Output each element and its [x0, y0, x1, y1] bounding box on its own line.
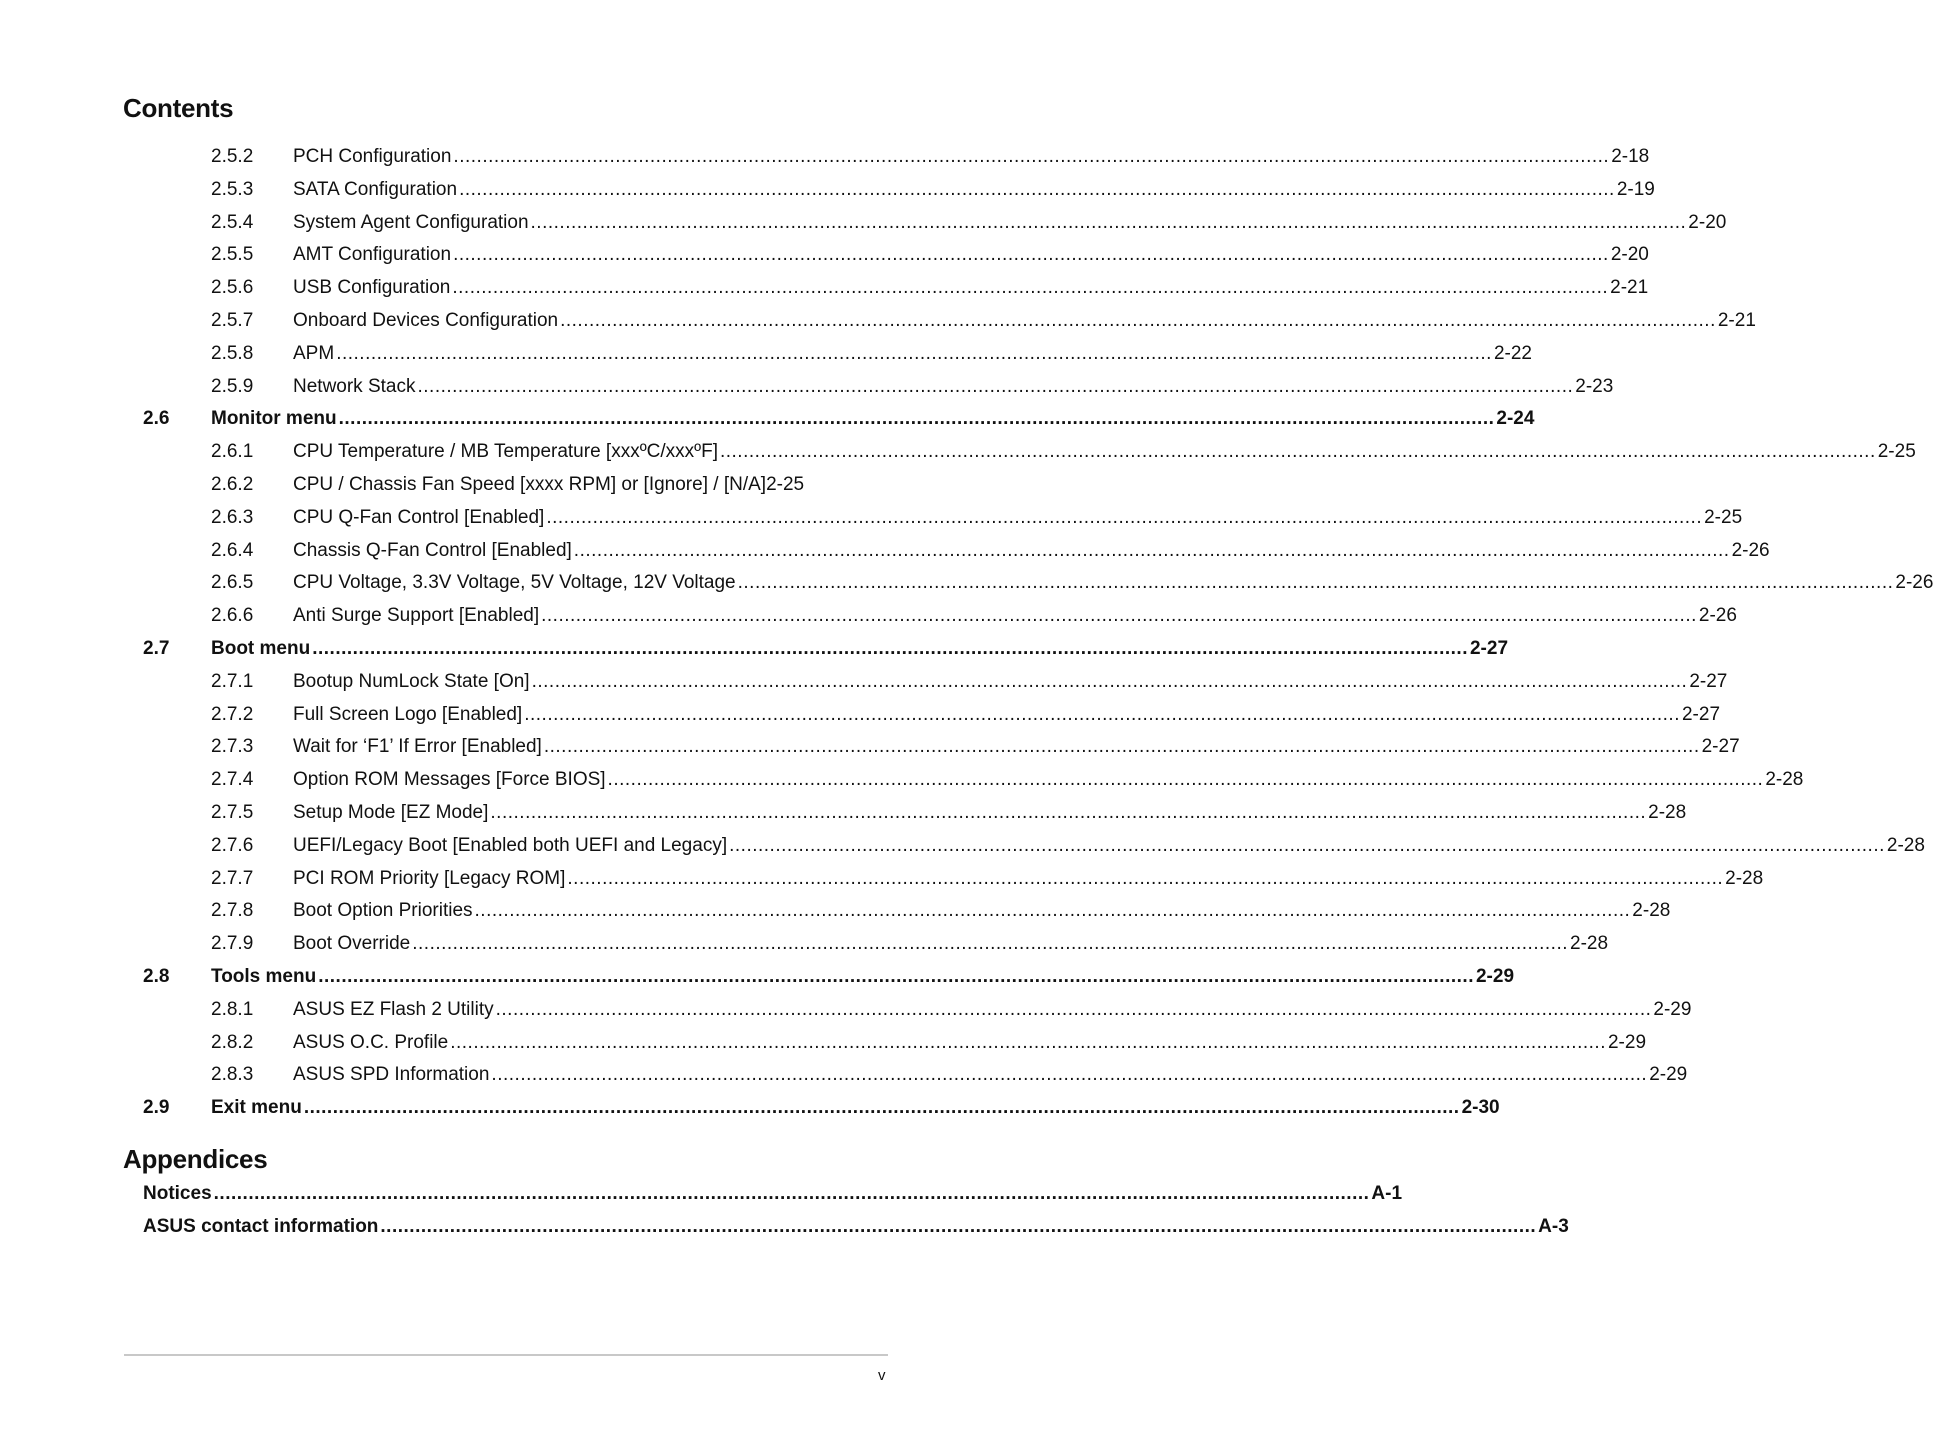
- entry-number: 2.7.4: [211, 769, 254, 790]
- entry-page-number: 2-18: [1611, 146, 1650, 167]
- entry-body: [293, 730, 1740, 763]
- entry-title: CPU Voltage, 3.3V Voltage, 5V Voltage, 12V Voltage: [293, 572, 736, 593]
- entry-body: [293, 238, 1649, 271]
- entry-page-number: 2-29: [1475, 966, 1515, 987]
- toc-entry-row[interactable]: [0, 435, 1916, 468]
- entry-page-number: 2-26: [1731, 540, 1770, 561]
- entry-number: 2.8.1: [211, 999, 254, 1020]
- entry-page-number: 2-20: [1688, 212, 1727, 233]
- toc-entry-row[interactable]: [0, 829, 1925, 862]
- entry-body: [293, 271, 1649, 304]
- entry-number: 2.5.2: [211, 146, 254, 167]
- entry-title: USB Configuration: [293, 277, 451, 298]
- entry-body: [211, 402, 1535, 435]
- entry-page-number: 2-29: [1649, 1064, 1688, 1085]
- entry-page-number: A-3: [1538, 1216, 1569, 1237]
- dot-leader: ........................................................................................................................................................................................................: [567, 868, 1724, 889]
- entry-page-number: 2-28: [1648, 802, 1687, 823]
- entry-body: [293, 1026, 1647, 1059]
- entry-page-number: 2-29: [1653, 999, 1692, 1020]
- dot-leader: ........................................................................................................................................................................................................: [474, 900, 1631, 921]
- entry-body: [293, 566, 1933, 599]
- page-number: v: [878, 1367, 886, 1384]
- dot-leader: ........................................................................................................................................................................................................: [531, 671, 1688, 692]
- entry-number: 2.5.5: [211, 244, 254, 265]
- toc-entry-row[interactable]: [0, 271, 1649, 304]
- dot-leader: ........................................................................................................................................................................................................: [336, 343, 1492, 364]
- appendix-row[interactable]: [0, 1210, 1569, 1243]
- footer-divider: [124, 1354, 888, 1356]
- entry-title: CPU Q-Fan Control [Enabled]: [293, 507, 545, 528]
- entry-number: 2.7: [143, 638, 170, 659]
- entry-body: [293, 796, 1687, 829]
- dot-leader: ........................................................................................................................................................................................................: [312, 638, 1468, 659]
- toc-entry-row[interactable]: [0, 1026, 1647, 1059]
- entry-body: [293, 862, 1764, 895]
- entry-number: 2.7.8: [211, 900, 254, 921]
- toc-entry-row[interactable]: [0, 501, 1743, 534]
- toc-entry-row[interactable]: [0, 173, 1655, 206]
- dot-leader: ........................................................................................................................................................................................................: [412, 933, 1568, 954]
- toc-section-row[interactable]: [0, 632, 1509, 665]
- entry-number: 2.6.6: [211, 605, 254, 626]
- entry-page-number: 2-29: [1607, 1032, 1647, 1053]
- entry-title: Exit menu: [211, 1097, 302, 1118]
- toc-entry-row[interactable]: [0, 370, 1614, 403]
- dot-leader: ........................................................................................................................................................................................................: [490, 802, 1647, 823]
- entry-number: 2.6.4: [211, 540, 254, 561]
- entry-body: [293, 140, 1650, 173]
- entry-body: [293, 698, 1721, 731]
- entry-body: [293, 665, 1728, 698]
- entry-page-number: 2-25: [766, 474, 805, 495]
- entry-number: 2.5.9: [211, 376, 254, 397]
- entry-body: [293, 304, 1756, 337]
- toc-entry-row[interactable]: [0, 599, 1737, 632]
- entry-body: [293, 599, 1737, 632]
- toc-entry-row[interactable]: [0, 665, 1728, 698]
- entry-page-number: 2-26: [1698, 605, 1737, 626]
- dot-leader: ........................................................................................................................................................................................................: [541, 605, 1697, 626]
- toc-entry-row[interactable]: [0, 140, 1650, 173]
- entry-title: Notices: [143, 1183, 212, 1204]
- entry-title: Wait for ‘F1’ If Error [Enabled]: [293, 736, 542, 757]
- dot-leader: ........................................................................................................................................................................................................: [303, 1097, 1460, 1118]
- dot-leader: ........................................................................................................................................................................................................: [450, 1032, 1606, 1053]
- dot-leader: ........................................................................................................................................................................................................: [607, 769, 1764, 790]
- toc-entry-row[interactable]: [0, 1058, 1688, 1091]
- dot-leader: ........................................................................................................................................................................................................: [213, 1183, 1370, 1204]
- entry-body: [293, 763, 1804, 796]
- entry-number: 2.6.1: [211, 441, 254, 462]
- dot-leader: ........................................................................................................................................................................................................: [459, 179, 1615, 200]
- entry-title: System Agent Configuration: [293, 212, 529, 233]
- contents-heading: Contents: [123, 93, 234, 123]
- entry-title: APM: [293, 343, 335, 364]
- dot-leader: ........................................................................................................................................................................................................: [495, 999, 1652, 1020]
- entry-page-number: 2-27: [1469, 638, 1509, 659]
- dot-leader: ........................................................................................................................................................................................................: [530, 212, 1687, 233]
- entry-title: Boot menu: [211, 638, 311, 659]
- entry-body: [293, 534, 1770, 567]
- entry-title: CPU Temperature / MB Temperature [xxxºC/xxxºF]: [293, 441, 718, 462]
- entry-title: Boot Option Priorities: [293, 900, 473, 921]
- entry-title: ASUS contact information: [143, 1216, 379, 1237]
- entry-page-number: 2-19: [1616, 179, 1655, 200]
- dot-leader: ........................................................................................................................................................................................................: [338, 408, 1495, 429]
- entry-body: [211, 632, 1509, 665]
- entry-title: Full Screen Logo [Enabled]: [293, 704, 523, 725]
- entry-body: [293, 173, 1655, 206]
- entry-body: [293, 927, 1609, 960]
- entry-number: 2.8: [143, 966, 170, 987]
- entry-title: Option ROM Messages [Force BIOS]: [293, 769, 606, 790]
- entry-page-number: 2-30: [1461, 1097, 1500, 1118]
- dot-leader: ........................................................................................................................................................................................................: [380, 1216, 1537, 1237]
- dot-leader: ........................................................................................................................................................................................................: [491, 1064, 1648, 1085]
- entry-page-number: 2-27: [1689, 671, 1728, 692]
- entry-body: [293, 829, 1925, 862]
- entry-title: Onboard Devices Configuration: [293, 310, 559, 331]
- entry-number: 2.5.6: [211, 277, 254, 298]
- entry-page-number: 2-21: [1717, 310, 1756, 331]
- toc-entry-row[interactable]: [0, 796, 1687, 829]
- entry-body: [143, 1210, 1569, 1243]
- entry-page-number: 2-26: [1895, 572, 1933, 593]
- entry-page-number: 2-24: [1496, 408, 1535, 429]
- appendices-heading: Appendices: [123, 1144, 268, 1174]
- entry-number: 2.6: [143, 408, 170, 429]
- toc-entry-row[interactable]: [0, 763, 1804, 796]
- dot-leader: ........................................................................................................................................................................................................: [546, 507, 1703, 528]
- toc-entry-row[interactable]: [0, 993, 1692, 1026]
- entry-number: 2.7.1: [211, 671, 254, 692]
- entry-title: ASUS SPD Information: [293, 1064, 490, 1085]
- entry-body: [293, 993, 1692, 1026]
- entry-body: [293, 206, 1727, 239]
- entry-title: SATA Configuration: [293, 179, 458, 200]
- dot-leader: ........................................................................................................................................................................................................: [453, 146, 1610, 167]
- entry-title: PCH Configuration: [293, 146, 452, 167]
- entry-body: [293, 468, 833, 501]
- entry-page-number: 2-27: [1681, 704, 1721, 725]
- toc-entry-row[interactable]: [0, 698, 1721, 731]
- entry-title: ASUS O.C. Profile: [293, 1032, 449, 1053]
- entry-number: 2.5.8: [211, 343, 254, 364]
- entry-title: CPU / Chassis Fan Speed [xxxx RPM] or [Ignore] / [N/A]: [293, 474, 767, 495]
- entry-page-number: 2-25: [1704, 507, 1743, 528]
- entry-body: [293, 370, 1614, 403]
- dot-leader: ........................................................................................................................................................................................................: [417, 376, 1574, 397]
- toc-section-row[interactable]: [0, 960, 1515, 993]
- entry-body: [143, 1177, 1403, 1210]
- dot-leader: ........................................................................................................................................................................................................: [729, 835, 1885, 856]
- entry-number: 2.7.2: [211, 704, 254, 725]
- toc-section-row[interactable]: [0, 1091, 1500, 1124]
- entry-number: 2.9: [143, 1097, 170, 1118]
- entry-number: 2.5.4: [211, 212, 254, 233]
- entry-page-number: 2-28: [1570, 933, 1609, 954]
- entry-title: ASUS EZ Flash 2 Utility: [293, 999, 494, 1020]
- entry-page-number: 2-28: [1725, 868, 1764, 889]
- entry-page-number: 2-27: [1701, 736, 1740, 757]
- dot-leader: ........................................................................................................................................................................................................: [318, 966, 1474, 987]
- entry-number: 2.6.2: [211, 474, 254, 495]
- entry-number: 2.7.7: [211, 868, 254, 889]
- entry-number: 2.7.5: [211, 802, 254, 823]
- entry-number: 2.6.5: [211, 572, 254, 593]
- dot-leader: ........................................................................................................................................................................................................: [719, 441, 1876, 462]
- dot-leader: ........................................................................................................................................................................................................: [737, 572, 1894, 593]
- entry-number: 2.8.2: [211, 1032, 254, 1053]
- entry-page-number: 2-28: [1886, 835, 1925, 856]
- entry-number: 2.5.3: [211, 179, 254, 200]
- dot-leader: ........................................................................................................................................................................................................: [560, 310, 1716, 331]
- toc-entry-row[interactable]: [0, 206, 1727, 239]
- entry-body: [293, 1058, 1688, 1091]
- entry-page-number: 2-25: [1877, 441, 1916, 462]
- toc-entry-row[interactable]: [0, 730, 1740, 763]
- entry-title: Boot Override: [293, 933, 411, 954]
- entry-page-number: 2-20: [1610, 244, 1649, 265]
- entry-body: [211, 1091, 1500, 1124]
- entry-title: Network Stack: [293, 376, 416, 397]
- entry-number: 2.8.3: [211, 1064, 254, 1085]
- entry-title: Chassis Q-Fan Control [Enabled]: [293, 540, 572, 561]
- entry-page-number: 2-28: [1765, 769, 1804, 790]
- entry-title: Tools menu: [211, 966, 317, 987]
- toc-entry-row[interactable]: [0, 238, 1649, 271]
- appendix-row[interactable]: [0, 1177, 1403, 1210]
- entry-page-number: A-1: [1371, 1183, 1403, 1204]
- entry-number: 2.7.6: [211, 835, 254, 856]
- entry-number: 2.7.3: [211, 736, 254, 757]
- entry-body: [293, 501, 1743, 534]
- entry-title: PCI ROM Priority [Legacy ROM]: [293, 868, 566, 889]
- entry-body: [293, 435, 1916, 468]
- dot-leader: ........................................................................................................................................................................................................: [573, 540, 1730, 561]
- dot-leader: ........................................................................................................................................................................................................: [524, 704, 1680, 725]
- entry-number: 2.5.7: [211, 310, 254, 331]
- toc-entry-row[interactable]: [0, 304, 1756, 337]
- toc-entry-row[interactable]: [0, 927, 1609, 960]
- entry-body: [293, 337, 1532, 370]
- dot-leader: ........................................................................................................................................................................................................: [453, 244, 1609, 265]
- entry-number: 2.6.3: [211, 507, 254, 528]
- entry-page-number: 2-23: [1575, 376, 1614, 397]
- entry-page-number: 2-28: [1632, 900, 1671, 921]
- toc-entry-row[interactable]: [0, 468, 954, 501]
- toc-entry-row[interactable]: [0, 862, 1764, 895]
- entry-body: [211, 960, 1515, 993]
- entry-title: Monitor menu: [211, 408, 337, 429]
- entry-title: Setup Mode [EZ Mode]: [293, 802, 489, 823]
- entry-title: Anti Surge Support [Enabled]: [293, 605, 540, 626]
- dot-leader: ........................................................................................................................................................................................................: [543, 736, 1700, 757]
- entry-title: UEFI/Legacy Boot [Enabled both UEFI and Legacy]: [293, 835, 728, 856]
- entry-body: [293, 894, 1671, 927]
- toc-entry-row[interactable]: [0, 337, 1532, 370]
- toc-section-row[interactable]: [0, 402, 1535, 435]
- entry-title: Bootup NumLock State [On]: [293, 671, 530, 692]
- entry-page-number: 2-22: [1493, 343, 1532, 364]
- entry-title: AMT Configuration: [293, 244, 452, 265]
- entry-page-number: 2-21: [1610, 277, 1649, 298]
- dot-leader: ........................................................................................................................................................................................................: [452, 277, 1609, 298]
- entry-number: 2.7.9: [211, 933, 254, 954]
- toc-entry-row[interactable]: [0, 566, 1933, 599]
- toc-entry-row[interactable]: [0, 894, 1671, 927]
- toc-entry-row[interactable]: [0, 534, 1770, 567]
